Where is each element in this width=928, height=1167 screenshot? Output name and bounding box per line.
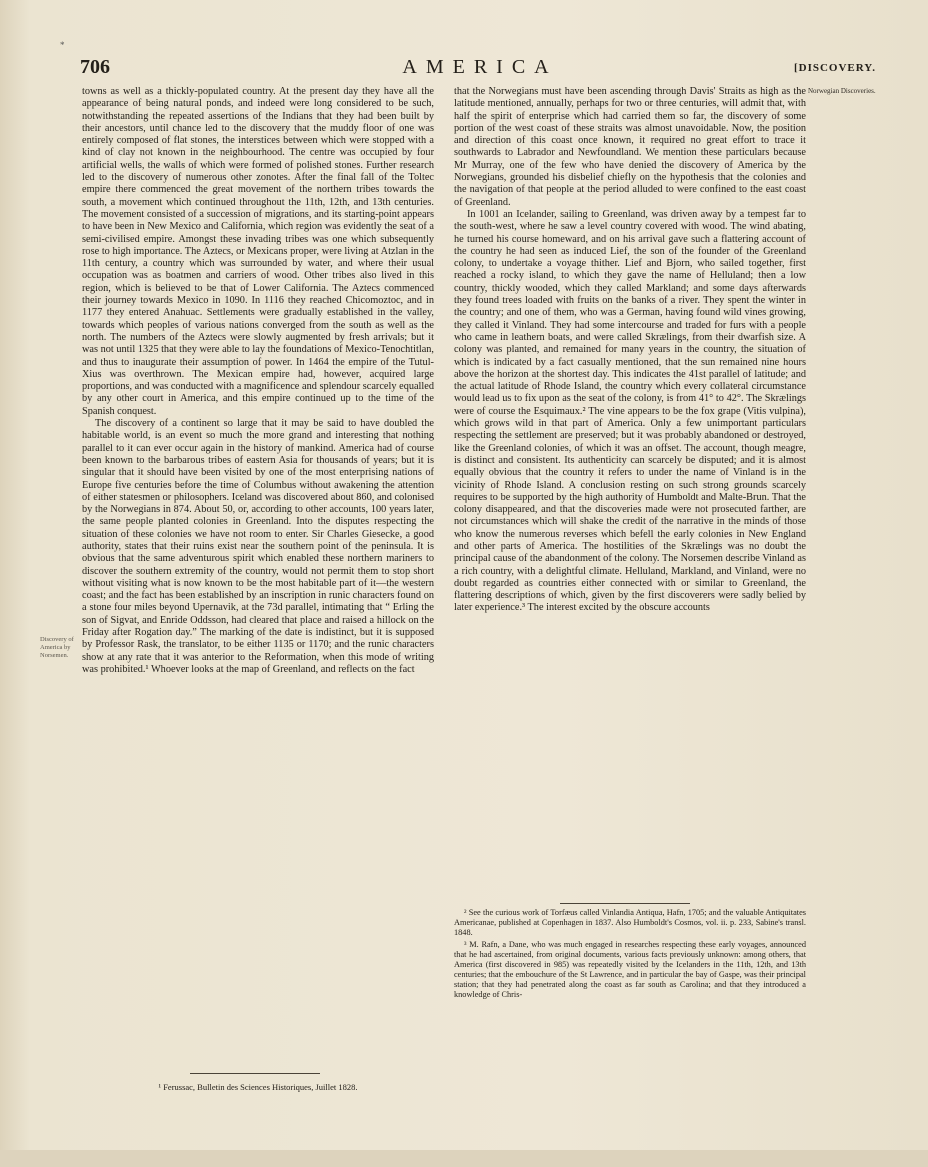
section-tag: [DISCOVERY. — [793, 62, 876, 74]
right-column — [454, 86, 806, 615]
running-header — [80, 54, 880, 84]
footnote-rule-right — [560, 903, 690, 904]
footnotes-right — [454, 908, 806, 1000]
footnote-3: ³ M. Rafn, a Dane, who was much engaged in researches respecting these early voyages, announced that he had ascertained, from original documents, various facts previously unknown: among others, that America (first discovered in 985) was repeatedly visited by the Icelanders in the 11th, 12th, and 13th centuries; that the embouchure of the St Lawrence, and in particular the bay of Gaspe, was their principal station; that they had penetrated along the coast as far south as Carolina; and that they introduced a knowledge of Chris- — [454, 940, 806, 999]
paragraph-norwegians: that the Norwegians must have been ascending through Davis' Straits as high as the latitude mentioned, annually, perhaps for two or three centuries, will admit that, with half the spirit of enterprise which had carried them so far, the discovery of some portion of the west coast of these straits was almost unavoidable. Now, the position and direction of this coast once known, it required no great effort to trace it southwards to Labrador and Newfoundland. We mention these particulars because Mr Murray, one of the few who have denied the discovery of America by the Norwegians, grounded his disbelief chiefly on the hypothesis that the colonies and the navigation of that people at the period alluded to were confined to the east coast of Greenland. — [454, 86, 806, 208]
paragraph-toltec-aztec: towns as well as a thickly-populated country. At the present day they have all the appearance of being natural ponds, and indeed were long considered to be such, notwithstanding the repeated assertions of the Indians that they had been built by their ancestors, until chance led to the discovery that the muddy floor of one was entirely composed of flat stones, the interstices between which were stopped with a kind of clay not known in the neighbourhood. The centre was occupied by four artificial wells, the walls of which were formed of polished stones. Further research led to the discovery of numerous other zonotes. After the final fall of the Toltec empire there commenced the great movement of the northern tribes towards the south, a movement which continued throughout the 11th, 12th, and 13th centuries. The movement consisted of a succession of migrations, and its starting-point appears to have been in New Mexico and California, which region was evidently the seat of a semi-civilised empire. Amongst these invading tribes was one which subsequently rose to high importance. The Aztecs, or Mexicans proper, were living at Atzlan in the 11th century, a country which was surrounded by water, and where their usual occupation was as boatmen and carriers of wood. Other tribes also lived in this region, which is believed to be that of Lower California. The Aztecs commenced their journey towards Mexico in 1090. In 1116 they reached Chicomoztoc, and in 1177 they entered Anahuac. Settlements were gradually established in the valley, towards which peoples of various nations converged from the south as well as the north. The numbers of the Aztecs were slowly augmented by fresh arrivals; but it was not until 1325 that they were able to lay the foundations of Mexico-Tenochtitlan, and thus to inaugurate their assumption of power. In 1464 the empire of the Tutul-Xius was overthrown. The Mexican empire had, however, acquired large proportions, and was conducted with a magnificence and splendour scarcely equalled by any other court in America, and this empire continued up to the time of the Spanish conquest. — [82, 86, 434, 417]
running-title: AMERICA — [402, 56, 558, 78]
footnote-1: ¹ Ferussac, Bulletin des Sciences Historiques, Juillet 1828. — [158, 1082, 358, 1092]
margin-note-right: Norwegian Discoveries. — [808, 87, 876, 95]
footnote-2: ² See the curious work of Torfæus called Vinlandia Antiqua, Hafn, 1705; and the valuable Antiquitates Americanae, published at Copenhagen in 1837. Also Humboldt's Cosmos, vol. ii. p. 233, Sabine's transl. 1848. — [454, 908, 806, 937]
page-corner-mark: * — [60, 40, 65, 50]
paragraph-discovery: The discovery of a continent so large that it may be said to have doubled the habitable world, is an event so much the more grand and interesting that nothing parallel to it can ever occur again in the history of mankind. America had of course been known to the barbarous tribes of eastern Asia for thousands of years; but it is singular that it should have been visited by one of the most enterprising nations of Europe five centuries before the time of Columbus without awakening the attention of either statesmen or philosophers. Iceland was discovered about 860, and colonised by the Norwegians in 874. About 50, or, according to other accounts, 100 years later, the same people planted colonies in Greenland. Into the disputes respecting the situation of these colonies we have not room to enter. Sir Charles Giesecke, a good authority, states that their ruins exist near the southern point of the peninsula. It is obvious that the same adventurous spirit which enabled these northern mariners to discover the southern extremity of the country, would not permit them to stop short without visiting what is now known to be the most habitable part of it—the western coast; and the fact has been established by an inscription in runic characters found on a stone four miles beyond Upernavik, at the 73d parallel, intimating that “ Erling the son of Sigvat, and Enride Oddsson, had cleared that place and raised a hillock on the Friday after Rogation day.” The marking of the date is indistinct, but it is supposed by Professor Rask, the translator, to be either 1135 or 1170; and the runic characters show at any rate that it was anterior to the Reformation, when this mode of writing was prohibited.¹ Whoever looks at the map of Greenland, and reflects on the fact — [82, 418, 434, 675]
footnote-rule-left — [190, 1073, 320, 1074]
page-bottom-edge — [0, 1150, 928, 1167]
paragraph-vinland: In 1001 an Icelander, sailing to Greenland, was driven away by a tempest far to the south-west, where he saw a level country covered with wood. The wind abating, he turned his course homeward, and on his arrival gave such a flattering account of the country he had seen as induced Lief, the son of the founder of the Greenland colony, to undertake a voyage thither. Lief and Bjorn, who sailed together, first reached a rocky island, to which they gave the name of Helluland; then a low country, thickly wooded, which they called Markland; and some days afterwards they found trees loaded with fruits on the banks of a river. They spent the winter in the country; and one of them, who was a German, having found wild vines growing, they called it Vinland. They had some intercourse and traded for furs with a people who came in leathern boats, and were called Skrælings, from their dwarfish size. A colony was planted, and remained for many years in the country, the situation of which is indicated by a fact casually mentioned, that the sun remained nine hours above the horizon at the shortest day. This indicates the 41st parallel of latitude; and the actual latitude of Rhode Island, the country which every collateral circumstance would lead us to fix upon as the seat of the colony, is from 41° to 42°. The Skrælings were of course the Esquimaux.² The vine appears to be the fox grape (Vitis vulpina), which grows wild in that part of America. Only a few unimportant particulars respecting the settlement are preserved; but it was probably abandoned or destroyed, like the Greenland colonies, of which it was an offset. The account, though meagre, is distinct and consistent. Its authenticity can scarcely be disputed; and it is almost equally obvious that the country it refers to under the name of Vinland is in the vicinity of Rhode Island. A conclusion resting on such strong grounds scarcely requires to be supported by the high authority of Humboldt and Malte-Brun. That the colony disappeared, and that the discoveries made were not prosecuted farther, are not circumstances which will shake the credit of the narrative in the minds of those who know the numerous reverses which befell the early colonies in New England and other parts of America. The hostilities of the Skrælings was no doubt the principal cause of the abandonment of the colony. The Norsemen describe Vinland as a rich country, with a delightful climate. Helluland, Markland, and Vinland, were no doubt regarded as countries either connected with or similar to Greenland, the flattering descriptions of which, given by the first discoverers were sadly belied by later experience.³ The interest excited by the obscure accounts — [454, 208, 806, 614]
margin-note-left: Discovery of America by Norsemen. — [40, 636, 74, 659]
left-column — [82, 86, 434, 676]
page-number: 706 — [80, 56, 110, 78]
